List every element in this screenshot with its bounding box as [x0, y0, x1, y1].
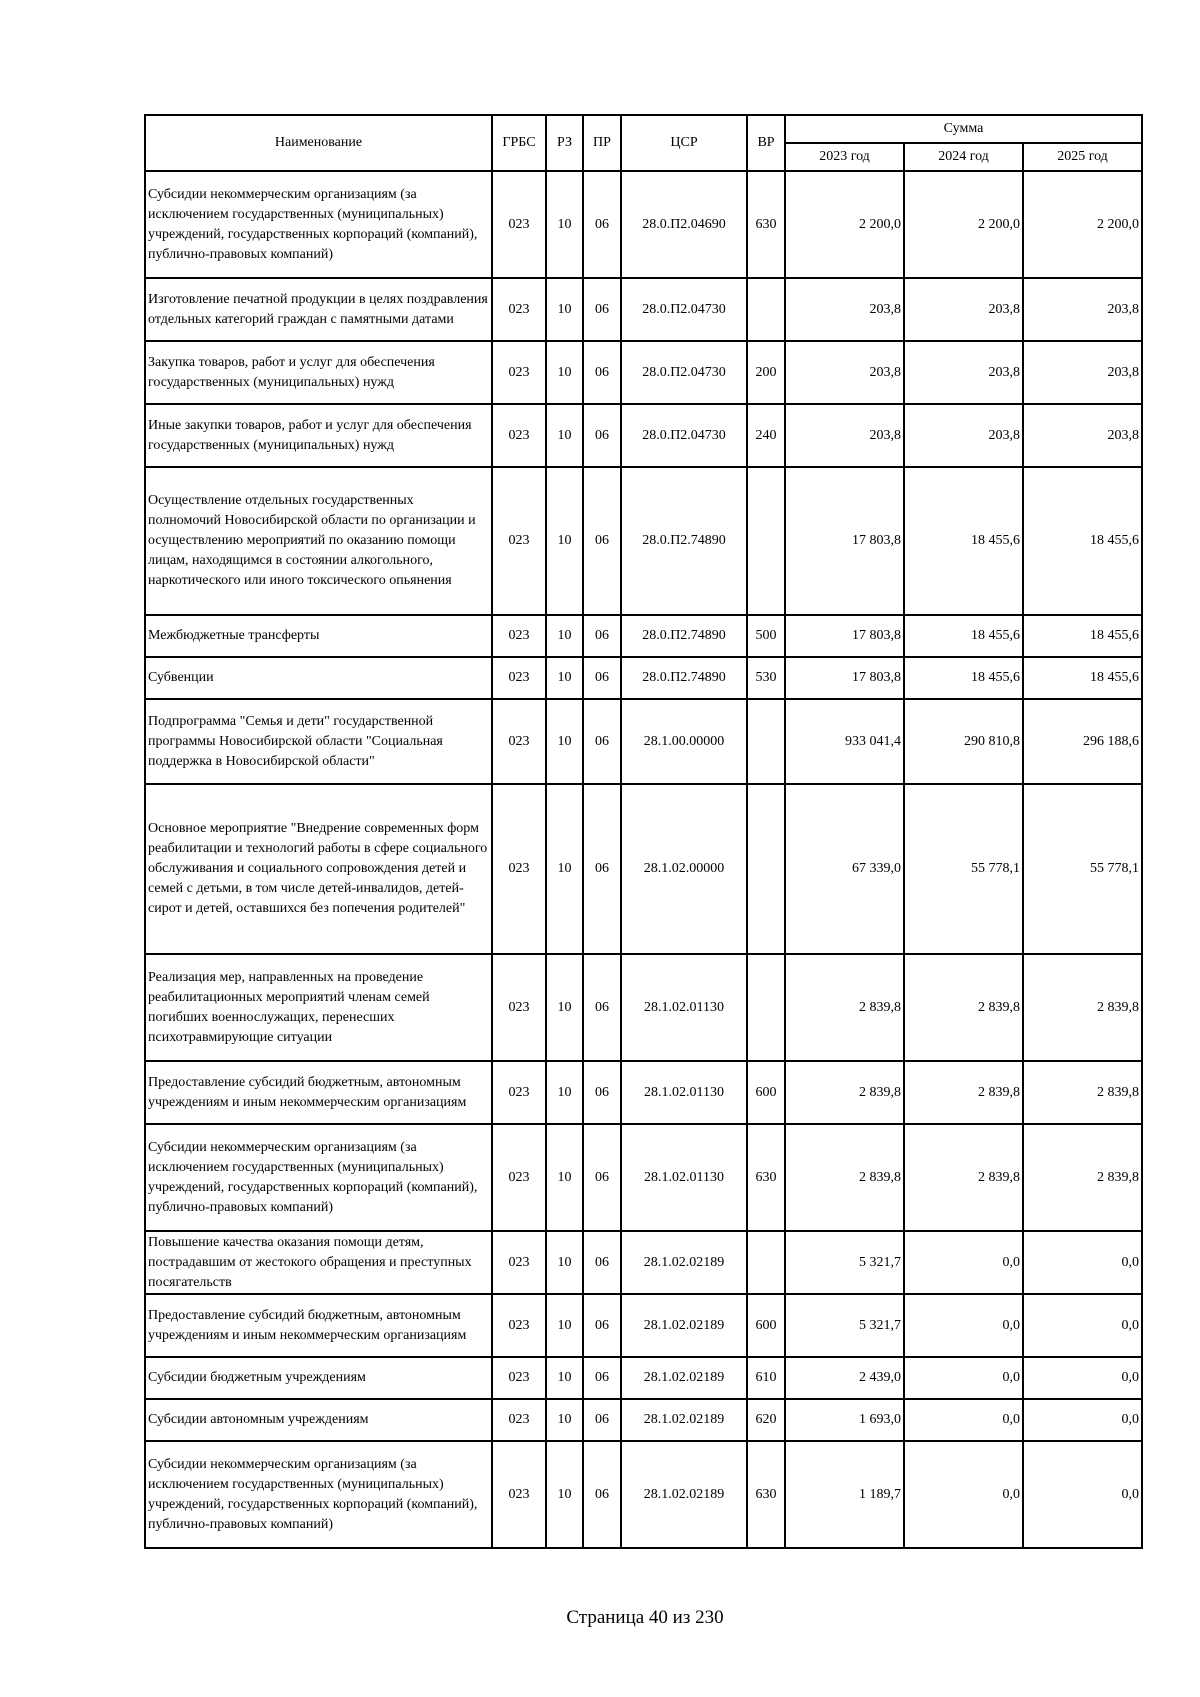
- row-grbs: 023: [492, 699, 546, 784]
- row-rz: 10: [546, 615, 583, 657]
- row-amount-2024: 55 778,1: [904, 784, 1023, 954]
- page-number: Страница 40 из 230: [566, 1607, 724, 1628]
- header-year-2024: 2024 год: [904, 143, 1023, 171]
- row-amount-2023: 2 439,0: [785, 1357, 904, 1399]
- row-pr: 06: [583, 615, 621, 657]
- budget-table: [144, 114, 1143, 1549]
- row-rz: 10: [546, 1441, 583, 1548]
- row-grbs: 023: [492, 278, 546, 341]
- row-amount-2024: 0,0: [904, 1357, 1023, 1399]
- table-row: [145, 784, 1142, 954]
- table-row: [145, 1124, 1142, 1231]
- header-name: Наименование: [145, 115, 492, 171]
- row-amount-2024: 0,0: [904, 1231, 1023, 1294]
- row-amount-2024: 203,8: [904, 341, 1023, 404]
- row-vr: 630: [747, 1124, 785, 1231]
- row-pr: 06: [583, 657, 621, 699]
- row-pr: 06: [583, 1399, 621, 1441]
- row-amount-2024: 203,8: [904, 404, 1023, 467]
- row-grbs: 023: [492, 615, 546, 657]
- table-row: [145, 954, 1142, 1061]
- row-amount-2025: 0,0: [1023, 1441, 1142, 1548]
- row-grbs: 023: [492, 657, 546, 699]
- row-rz: 10: [546, 467, 583, 615]
- row-amount-2024: 2 839,8: [904, 1124, 1023, 1231]
- row-amount-2025: 203,8: [1023, 278, 1142, 341]
- table-row: [145, 699, 1142, 784]
- row-name: Подпрограмма "Семья и дети" государственной программы Новосибирской области "Социальная поддержка в Новосибирской области": [145, 699, 492, 784]
- row-amount-2023: 203,8: [785, 278, 904, 341]
- row-amount-2025: 18 455,6: [1023, 467, 1142, 615]
- row-name: Повышение качества оказания помощи детям, пострадавшим от жестокого обращения и преступных посягательств: [145, 1231, 492, 1294]
- row-pr: 06: [583, 784, 621, 954]
- row-csr: 28.0.П2.04730: [621, 404, 747, 467]
- row-amount-2025: 203,8: [1023, 341, 1142, 404]
- row-pr: 06: [583, 171, 621, 278]
- row-csr: 28.0.П2.74890: [621, 657, 747, 699]
- row-grbs: 023: [492, 784, 546, 954]
- header-sum: Сумма: [785, 115, 1142, 143]
- row-vr: [747, 467, 785, 615]
- row-amount-2024: 0,0: [904, 1294, 1023, 1357]
- row-amount-2025: 2 839,8: [1023, 1124, 1142, 1231]
- row-amount-2025: 0,0: [1023, 1357, 1142, 1399]
- header-pr: ПР: [583, 115, 621, 171]
- row-rz: 10: [546, 341, 583, 404]
- row-csr: 28.1.02.01130: [621, 1124, 747, 1231]
- table-row: [145, 1231, 1142, 1294]
- row-csr: 28.1.00.00000: [621, 699, 747, 784]
- row-amount-2023: 2 839,8: [785, 954, 904, 1061]
- row-name: Субвенции: [145, 657, 492, 699]
- row-amount-2023: 17 803,8: [785, 467, 904, 615]
- row-name: Субсидии некоммерческим организациям (за исключением государственных (муниципальных) учреждений, государственных корпораций (компаний), публично-правовых компаний): [145, 1124, 492, 1231]
- row-amount-2025: 203,8: [1023, 404, 1142, 467]
- row-amount-2023: 203,8: [785, 404, 904, 467]
- row-name: Закупка товаров, работ и услуг для обеспечения государственных (муниципальных) нужд: [145, 341, 492, 404]
- row-vr: 530: [747, 657, 785, 699]
- row-rz: 10: [546, 1399, 583, 1441]
- header-grbs: ГРБС: [492, 115, 546, 171]
- header-rz: РЗ: [546, 115, 583, 171]
- row-amount-2025: 2 839,8: [1023, 1061, 1142, 1124]
- row-name: Основное мероприятие "Внедрение современных форм реабилитации и технологий работы в сфере социального обслуживания и социального сопровождения детей и семей с детьми, в том числе детей-инвалидов, детей-сирот и детей, оставшихся без попечения родителей": [145, 784, 492, 954]
- table-row: [145, 1294, 1142, 1357]
- row-amount-2024: 18 455,6: [904, 615, 1023, 657]
- row-vr: [747, 784, 785, 954]
- row-amount-2023: 5 321,7: [785, 1231, 904, 1294]
- row-rz: 10: [546, 1231, 583, 1294]
- row-amount-2025: 2 839,8: [1023, 954, 1142, 1061]
- row-amount-2024: 2 200,0: [904, 171, 1023, 278]
- row-vr: 200: [747, 341, 785, 404]
- table-row: [145, 467, 1142, 615]
- row-amount-2024: 2 839,8: [904, 954, 1023, 1061]
- row-vr: 600: [747, 1061, 785, 1124]
- row-pr: 06: [583, 1294, 621, 1357]
- row-csr: 28.1.02.02189: [621, 1441, 747, 1548]
- row-amount-2025: 55 778,1: [1023, 784, 1142, 954]
- row-amount-2025: 18 455,6: [1023, 657, 1142, 699]
- row-name: Субсидии автономным учреждениям: [145, 1399, 492, 1441]
- header-row: [145, 115, 1142, 143]
- row-pr: 06: [583, 404, 621, 467]
- row-vr: 500: [747, 615, 785, 657]
- row-vr: 620: [747, 1399, 785, 1441]
- row-vr: 630: [747, 1441, 785, 1548]
- row-csr: 28.0.П2.74890: [621, 467, 747, 615]
- header-vr: ВР: [747, 115, 785, 171]
- row-amount-2023: 1 189,7: [785, 1441, 904, 1548]
- row-name: Субсидии некоммерческим организациям (за исключением государственных (муниципальных) учреждений, государственных корпораций (компаний), публично-правовых компаний): [145, 1441, 492, 1548]
- row-name: Осуществление отдельных государственных полномочий Новосибирской области по организации и осуществлению мероприятий по оказанию помощи лицам, находящимся в состоянии алкогольного, наркотического или иного токсического опьянения: [145, 467, 492, 615]
- row-csr: 28.1.02.02189: [621, 1399, 747, 1441]
- row-rz: 10: [546, 1061, 583, 1124]
- row-amount-2024: 0,0: [904, 1441, 1023, 1548]
- row-name: Субсидии бюджетным учреждениям: [145, 1357, 492, 1399]
- row-rz: 10: [546, 784, 583, 954]
- row-amount-2024: 18 455,6: [904, 657, 1023, 699]
- row-name: Субсидии некоммерческим организациям (за исключением государственных (муниципальных) учреждений, государственных корпораций (компаний), публично-правовых компаний): [145, 171, 492, 278]
- row-name: Предоставление субсидий бюджетным, автономным учреждениям и иным некоммерческим организациям: [145, 1061, 492, 1124]
- row-pr: 06: [583, 341, 621, 404]
- row-grbs: 023: [492, 1294, 546, 1357]
- row-amount-2025: 296 188,6: [1023, 699, 1142, 784]
- row-amount-2023: 1 693,0: [785, 1399, 904, 1441]
- row-rz: 10: [546, 1357, 583, 1399]
- table-row: [145, 404, 1142, 467]
- row-rz: 10: [546, 1294, 583, 1357]
- row-grbs: 023: [492, 467, 546, 615]
- row-amount-2024: 2 839,8: [904, 1061, 1023, 1124]
- row-pr: 06: [583, 1231, 621, 1294]
- row-vr: 610: [747, 1357, 785, 1399]
- row-vr: 240: [747, 404, 785, 467]
- row-amount-2023: 5 321,7: [785, 1294, 904, 1357]
- row-csr: 28.1.02.02189: [621, 1357, 747, 1399]
- row-rz: 10: [546, 657, 583, 699]
- row-grbs: 023: [492, 954, 546, 1061]
- table-body: [145, 171, 1142, 1548]
- row-amount-2023: 67 339,0: [785, 784, 904, 954]
- row-grbs: 023: [492, 1124, 546, 1231]
- table-row: [145, 171, 1142, 278]
- row-amount-2025: 18 455,6: [1023, 615, 1142, 657]
- row-pr: 06: [583, 954, 621, 1061]
- row-amount-2023: 2 200,0: [785, 171, 904, 278]
- row-rz: 10: [546, 404, 583, 467]
- header-year-2025: 2025 год: [1023, 143, 1142, 171]
- row-amount-2023: 17 803,8: [785, 615, 904, 657]
- row-vr: [747, 1231, 785, 1294]
- table-row: [145, 1441, 1142, 1548]
- row-vr: 630: [747, 171, 785, 278]
- row-amount-2025: 0,0: [1023, 1399, 1142, 1441]
- header-csr: ЦСР: [621, 115, 747, 171]
- row-grbs: 023: [492, 171, 546, 278]
- row-name: Реализация мер, направленных на проведение реабилитационных мероприятий членам семей погибших военнослужащих, перенесших психотравмирующие ситуации: [145, 954, 492, 1061]
- header-year-2023: 2023 год: [785, 143, 904, 171]
- row-vr: [747, 699, 785, 784]
- table-row: [145, 1399, 1142, 1441]
- row-grbs: 023: [492, 1357, 546, 1399]
- row-grbs: 023: [492, 1061, 546, 1124]
- row-csr: 28.1.02.01130: [621, 1061, 747, 1124]
- row-amount-2025: 0,0: [1023, 1294, 1142, 1357]
- row-vr: [747, 278, 785, 341]
- row-grbs: 023: [492, 404, 546, 467]
- row-amount-2023: 2 839,8: [785, 1124, 904, 1231]
- row-csr: 28.0.П2.04730: [621, 341, 747, 404]
- table-row: [145, 1357, 1142, 1399]
- row-rz: 10: [546, 1124, 583, 1231]
- row-csr: 28.0.П2.04730: [621, 278, 747, 341]
- table-row: [145, 657, 1142, 699]
- row-amount-2024: 0,0: [904, 1399, 1023, 1441]
- row-grbs: 023: [492, 1441, 546, 1548]
- row-pr: 06: [583, 1357, 621, 1399]
- row-name: Изготовление печатной продукции в целях поздравления отдельных категорий граждан с памятными датами: [145, 278, 492, 341]
- row-pr: 06: [583, 699, 621, 784]
- row-csr: 28.1.02.02189: [621, 1231, 747, 1294]
- row-amount-2024: 18 455,6: [904, 467, 1023, 615]
- row-amount-2025: 2 200,0: [1023, 171, 1142, 278]
- row-amount-2024: 290 810,8: [904, 699, 1023, 784]
- row-pr: 06: [583, 467, 621, 615]
- row-pr: 06: [583, 1441, 621, 1548]
- row-grbs: 023: [492, 1399, 546, 1441]
- row-rz: 10: [546, 954, 583, 1061]
- row-vr: 600: [747, 1294, 785, 1357]
- row-amount-2023: 17 803,8: [785, 657, 904, 699]
- row-amount-2024: 203,8: [904, 278, 1023, 341]
- row-pr: 06: [583, 1061, 621, 1124]
- row-amount-2025: 0,0: [1023, 1231, 1142, 1294]
- row-csr: 28.0.П2.04690: [621, 171, 747, 278]
- row-rz: 10: [546, 171, 583, 278]
- row-vr: [747, 954, 785, 1061]
- row-rz: 10: [546, 699, 583, 784]
- table-row: [145, 615, 1142, 657]
- row-pr: 06: [583, 1124, 621, 1231]
- table-row: [145, 341, 1142, 404]
- row-amount-2023: 933 041,4: [785, 699, 904, 784]
- row-csr: 28.1.02.00000: [621, 784, 747, 954]
- row-grbs: 023: [492, 341, 546, 404]
- row-pr: 06: [583, 278, 621, 341]
- row-amount-2023: 2 839,8: [785, 1061, 904, 1124]
- row-grbs: 023: [492, 1231, 546, 1294]
- table-row: [145, 278, 1142, 341]
- row-name: Предоставление субсидий бюджетным, автономным учреждениям и иным некоммерческим организациям: [145, 1294, 492, 1357]
- row-csr: 28.0.П2.74890: [621, 615, 747, 657]
- row-name: Иные закупки товаров, работ и услуг для обеспечения государственных (муниципальных) нужд: [145, 404, 492, 467]
- table-row: [145, 1061, 1142, 1124]
- row-rz: 10: [546, 278, 583, 341]
- row-amount-2023: 203,8: [785, 341, 904, 404]
- row-name: Межбюджетные трансферты: [145, 615, 492, 657]
- row-csr: 28.1.02.02189: [621, 1294, 747, 1357]
- row-csr: 28.1.02.01130: [621, 954, 747, 1061]
